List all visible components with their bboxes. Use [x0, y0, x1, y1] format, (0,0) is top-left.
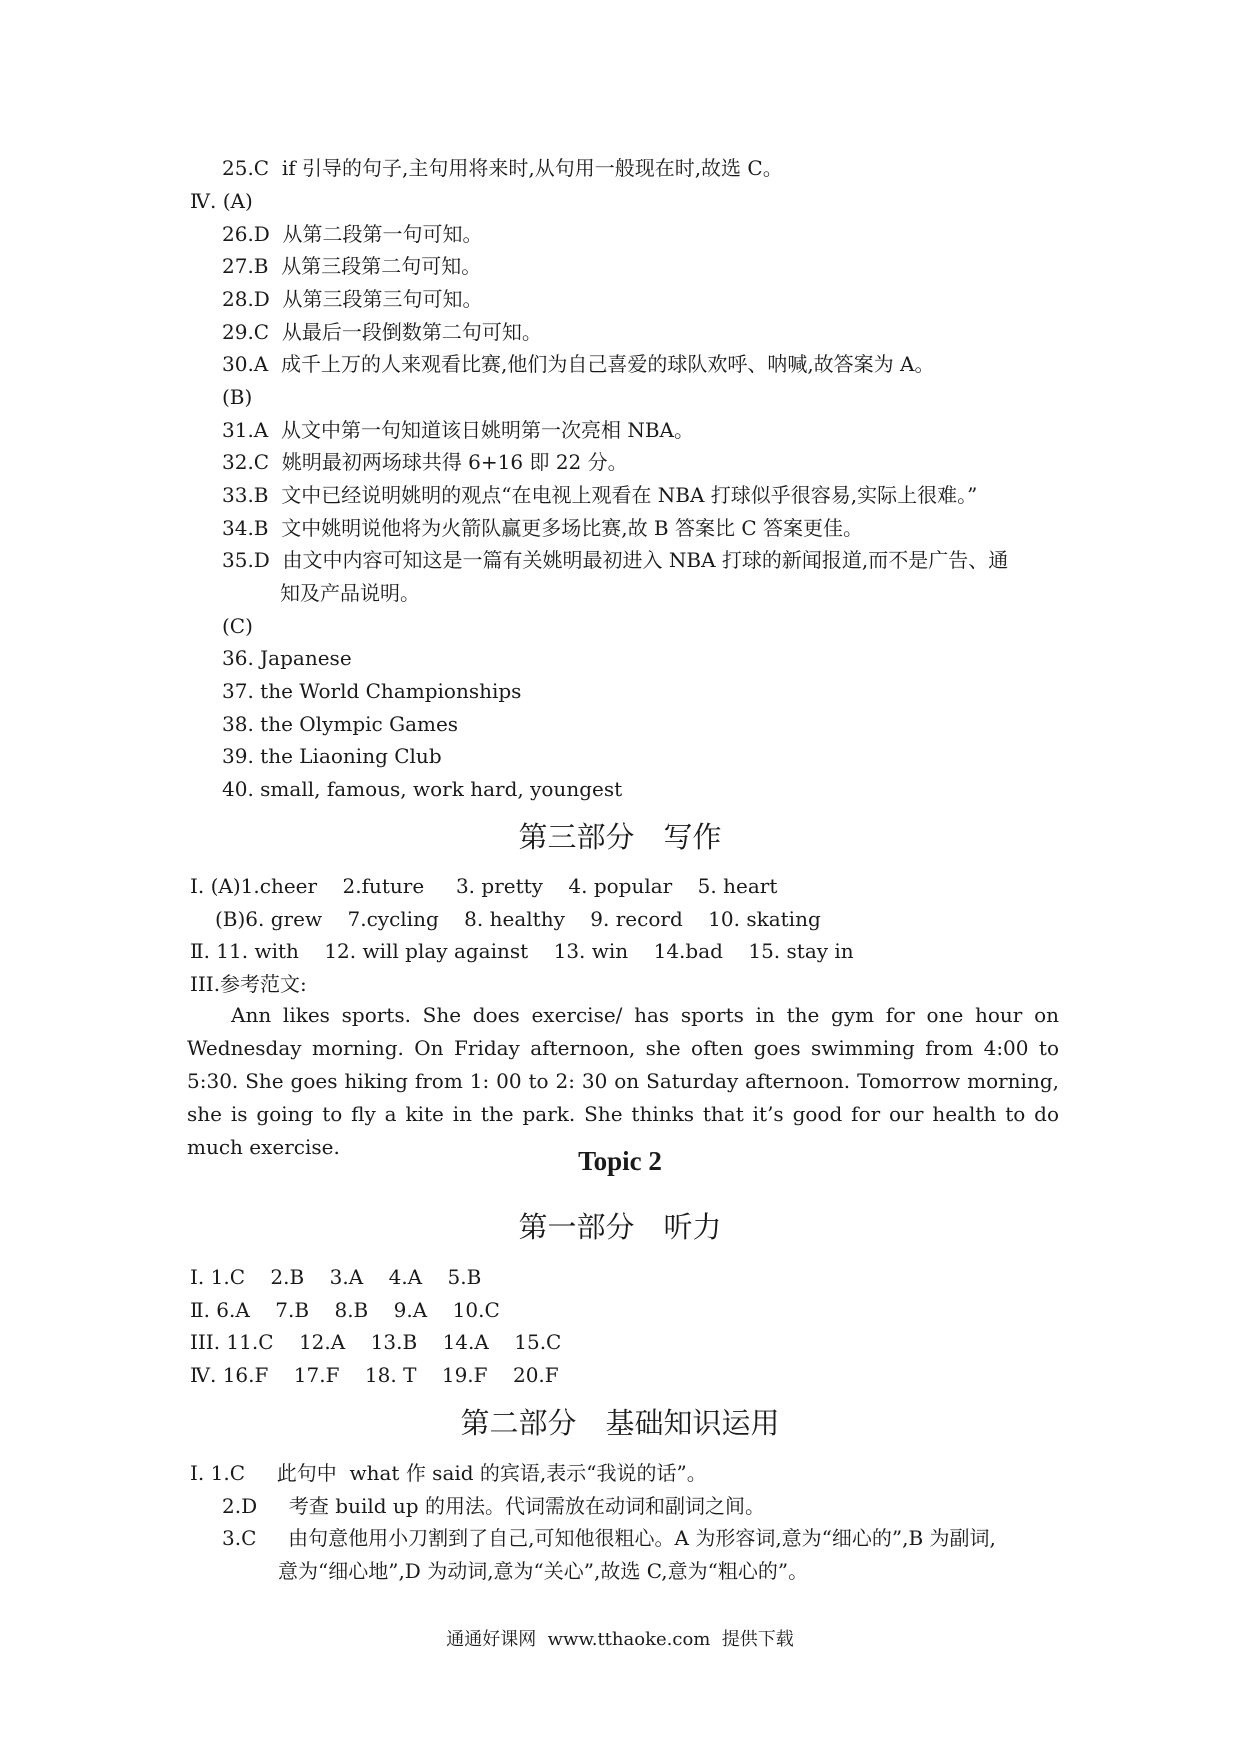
- answer-line: 38. the Olympic Games: [222, 712, 459, 736]
- section-label: Ⅳ. (A): [190, 189, 253, 213]
- answer-line: Ⅱ. 11. with 12. will play against 13. win 14.bad 15. stay in: [190, 939, 854, 963]
- sample-essay: Ann likes sports. She does exercise/ has sports in the gym for one hour on Wednesday morning. On Friday afternoon, she often goes swimming from 4:00 to 5:30. She goes hiking from 1: 00 to 2: 30 on Saturday afternoon. Tomorrow morning, she is going to fly a kite in the park. She thinks that it’s good for our health to do much exercise.: [187, 1003, 1059, 1159]
- answer-line: 2.D 考查 build up 的用法。代词需放在动词和副词之间。: [222, 1494, 765, 1518]
- section-heading: 第三部分 写作: [518, 820, 722, 854]
- answer-line: Ⅰ. (A)1.cheer 2.future 3. pretty 4. popular 5. heart: [190, 874, 778, 898]
- answer-line: 31.A 从文中第一句知道该日姚明第一次亮相 NBA。: [222, 418, 694, 442]
- section-heading: 第二部分 基础知识运用: [460, 1406, 780, 1440]
- answer-line: 28.D 从第三段第三句可知。: [222, 287, 483, 311]
- section-label: (C): [222, 614, 253, 638]
- answer-line: 40. small, famous, work hard, youngest: [222, 777, 623, 801]
- answer-line: 26.D 从第二段第一句可知。: [222, 222, 483, 246]
- answer-line: 39. the Liaoning Club: [222, 744, 442, 768]
- answer-line: 36. Japanese: [222, 646, 352, 670]
- answer-line: (B)6. grew 7.cycling 8. healthy 9. record 10. skating: [215, 907, 821, 931]
- answer-line: 29.C 从最后一段倒数第二句可知。: [222, 320, 542, 344]
- answer-line-continued: 意为“细心地”,D 为动词,意为“关心”,故选 C,意为“粗心的”。: [278, 1559, 809, 1583]
- answer-line: 30.A 成千上万的人来观看比赛,他们为自己喜爱的球队欢呼、呐喊,故答案为 A。: [222, 352, 935, 376]
- answer-line: 25.C if 引导的句子,主句用将来时,从句用一般现在时,故选 C。: [222, 156, 783, 180]
- section-label: (B): [222, 385, 253, 409]
- answer-line: Ⅰ. 1.C 2.B 3.A 4.A 5.B: [190, 1265, 482, 1289]
- answer-line: 27.B 从第三段第二句可知。: [222, 254, 482, 278]
- answer-line: 34.B 文中姚明说他将为火箭队赢更多场比赛,故 B 答案比 C 答案更佳。: [222, 516, 864, 540]
- answer-line: Ⅰ. 1.C 此句中 what 作 said 的宾语,表示“我说的话”。: [190, 1461, 707, 1485]
- section-heading: 第一部分 听力: [518, 1210, 722, 1244]
- answer-line: 33.B 文中已经说明姚明的观点“在电视上观看在 NBA 打球似乎很容易,实际上很难。”: [222, 483, 978, 507]
- answer-line: 3.C 由句意他用小刀割到了自己,可知他很粗心。A 为形容词,意为“细心的”,B 为副词,: [222, 1526, 996, 1550]
- answer-line: 35.D 由文中内容可知这是一篇有关姚明最初进入 NBA 打球的新闻报道,而不是广告、通: [222, 548, 1009, 572]
- topic-heading: Topic 2: [578, 1146, 662, 1176]
- footer-credit: 通通好课网 www.tthaoke.com 提供下载: [446, 1629, 794, 1650]
- section-label: III.参考范文:: [190, 972, 307, 996]
- answer-line: 37. the World Championships: [222, 679, 522, 703]
- answer-line-continued: 知及产品说明。: [280, 581, 420, 605]
- answer-line: III. 11.C 12.A 13.B 14.A 15.C: [190, 1330, 562, 1354]
- answer-line: Ⅳ. 16.F 17.F 18. T 19.F 20.F: [190, 1363, 559, 1387]
- answer-line: 32.C 姚明最初两场球共得 6+16 即 22 分。: [222, 450, 628, 474]
- answer-line: Ⅱ. 6.A 7.B 8.B 9.A 10.C: [190, 1298, 500, 1322]
